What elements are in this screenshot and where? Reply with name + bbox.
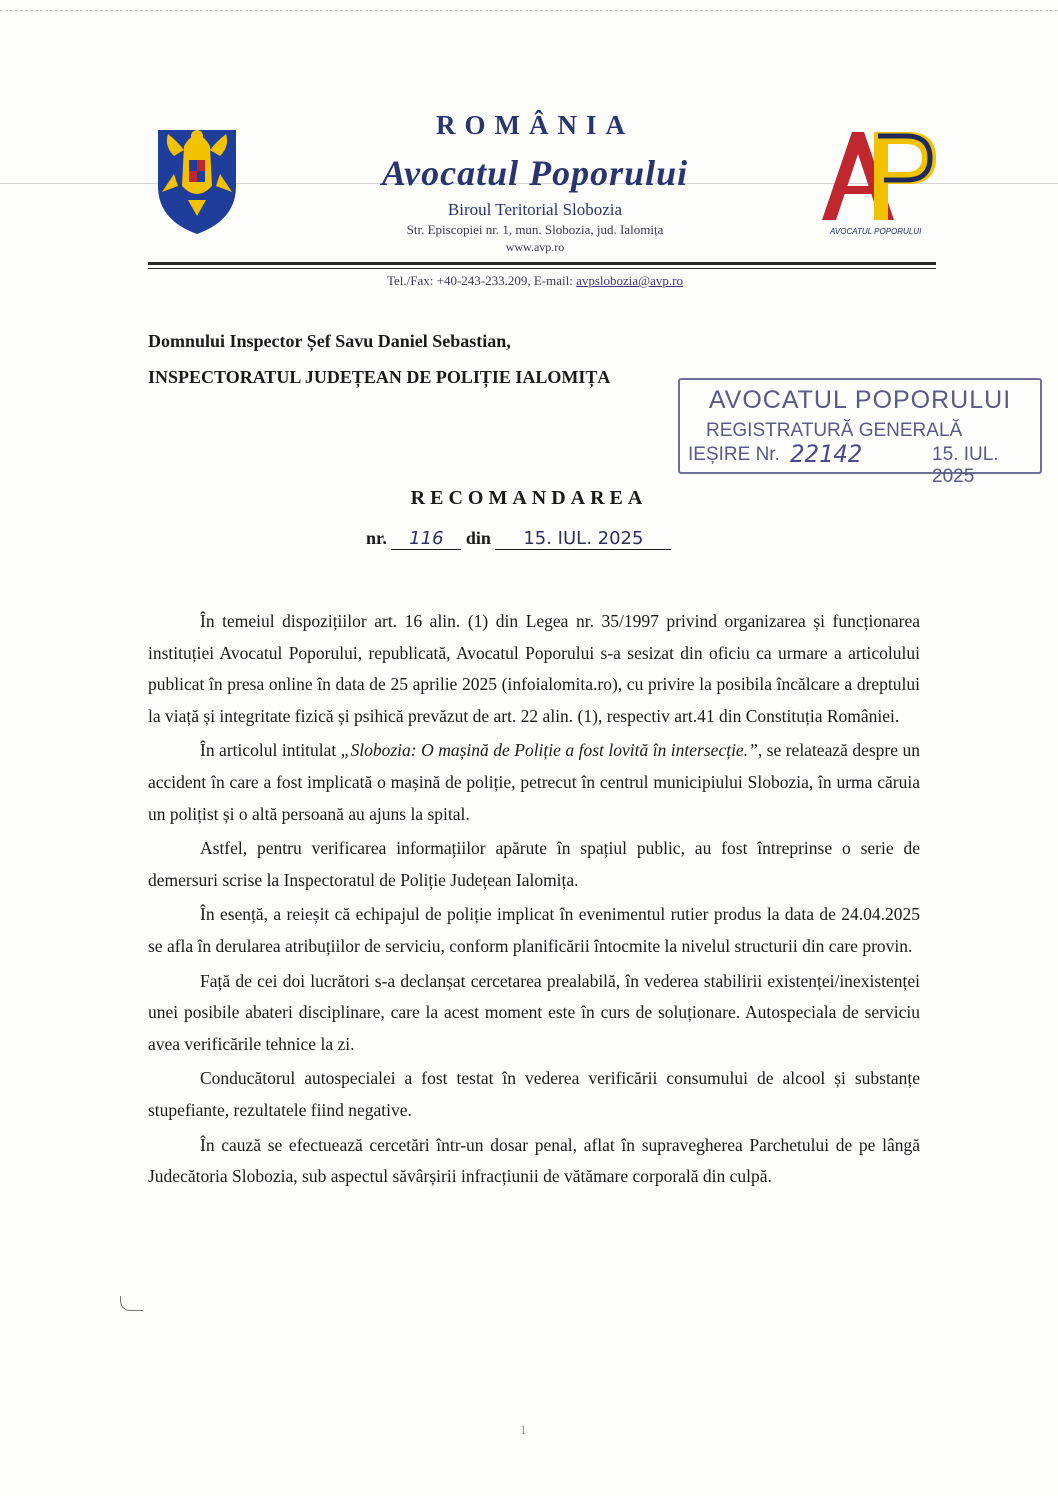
document-title: RECOMANDAREA	[410, 487, 648, 509]
paragraph-article	[148, 735, 920, 830]
header-address: Str. Episcopiei nr. 1, mun. Slobozia, jud. Ialomița	[406, 222, 664, 237]
document-number-line	[366, 528, 671, 550]
din-label: din	[465, 528, 491, 548]
ap-logo-icon	[812, 124, 942, 240]
document-date: 15. IUL. 2025	[495, 528, 671, 550]
header-contact	[300, 273, 770, 289]
header-office: Biroul Teritorial Slobozia	[447, 200, 623, 219]
addressee-name: Domnului Inspector Șef Savu Daniel Sebastian,	[148, 331, 511, 351]
coat-of-arms-icon	[154, 116, 240, 236]
paragraph-legal-basis: În temeiul dispozițiilor art. 16 alin. (1) din Legea nr. 35/1997 privind organizarea și funcționarea instituției Avocatul Poporului, republicată, Avocatul Poporului s-a sesizat din oficiu ca urmare a articolului publicat în presa online în data de 25 aprilie 2025 (infoialomita.ro), cu privire la posibila încălcare a dreptului la viață și integritate fizică și psihică prevăzut de art. 22 alin. (1), respectiv art.41 din Constituția României.	[148, 611, 920, 726]
contact-phone: Tel./Fax: +40-243-233.209, E-mail:	[386, 273, 577, 288]
paragraph-disciplinary: Față de cei doi lucrători s-a declanșat cercetarea prealabilă, în vederea stabilirii existenței/inexistenței unei posibile abateri disciplinare, care la acest moment este în curs de soluționare. Autospeciala de serviciu avea verificările tehnice la zi.	[148, 970, 920, 1054]
stamp-registry: REGISTRATURĂ GENERALĂ	[706, 420, 963, 441]
margin-mark	[120, 1296, 143, 1311]
scan-edge-line	[0, 10, 1058, 12]
stamp-date: 15. IUL. 2025	[932, 444, 999, 487]
stamp-exit-label: IEȘIRE Nr.	[688, 444, 780, 465]
logo-caption: AVOCATUL POPORULUI	[830, 227, 922, 236]
header-website[interactable]: www.avp.ro	[505, 240, 565, 254]
contact-email-link[interactable]: avpslobozia@avp.ro	[576, 273, 684, 288]
stamp-number: 22142	[790, 440, 863, 468]
header-rule-thick	[148, 262, 936, 265]
addressee-institution: INSPECTORATUL JUDEȚEAN DE POLIȚIE IALOMIȚA	[148, 367, 611, 387]
header-country: ROMÂNIA	[436, 110, 634, 140]
page-number: 1	[520, 1422, 527, 1437]
header-rule-thin	[148, 268, 936, 269]
document-number: 116	[391, 528, 461, 550]
p2-rest: , se relatează despre un accident în care a fost implicată o mașină de poliție, petrecut în centrul municipiului Slobozia, în urma căruia un polițist și o altă persoană au ajuns la spital.	[148, 740, 921, 824]
registry-stamp	[678, 378, 1042, 487]
paragraph-inquiry: Astfel, pentru verificarea informațiilor apărute în spațiul public, au fost întreprinse o serie de demersuri scrise la Inspectoratul de Poliție Județean Ialomița.	[148, 838, 920, 890]
paragraph-driver-test: Conducătorul autospecialei a fost testat în vederea verificării consumului de alcool și substanțe stupefiante, rezultatele fiind negative.	[148, 1068, 920, 1120]
article-title: „Slobozia: O mașină de Poliție a fost lovită în intersecție.”	[340, 740, 758, 761]
nr-label: nr.	[366, 528, 387, 548]
p2-intro: În articolul intitulat	[200, 740, 341, 761]
paragraph-findings: În esență, a reieșit că echipajul de poliție implicat în evenimentul rutier produs la data de 24.04.2025 se afla în derularea atribuțiilor de serviciu, conform planificării întocmite la nivelul structurii din care provin.	[148, 904, 920, 956]
paragraph-criminal-case: În cauză se efectuează cercetări într-un dosar penal, aflat în supravegherea Parchetului de pe lângă Judecătoria Slobozia, sub aspectul săvârșirii infracțiunii de vătămare corporală din culpă.	[148, 1134, 920, 1187]
header-institution: Avocatul Poporului	[381, 153, 689, 193]
stamp-institution: AVOCATUL POPORULUI	[708, 386, 1012, 414]
document-body	[148, 606, 920, 1193]
